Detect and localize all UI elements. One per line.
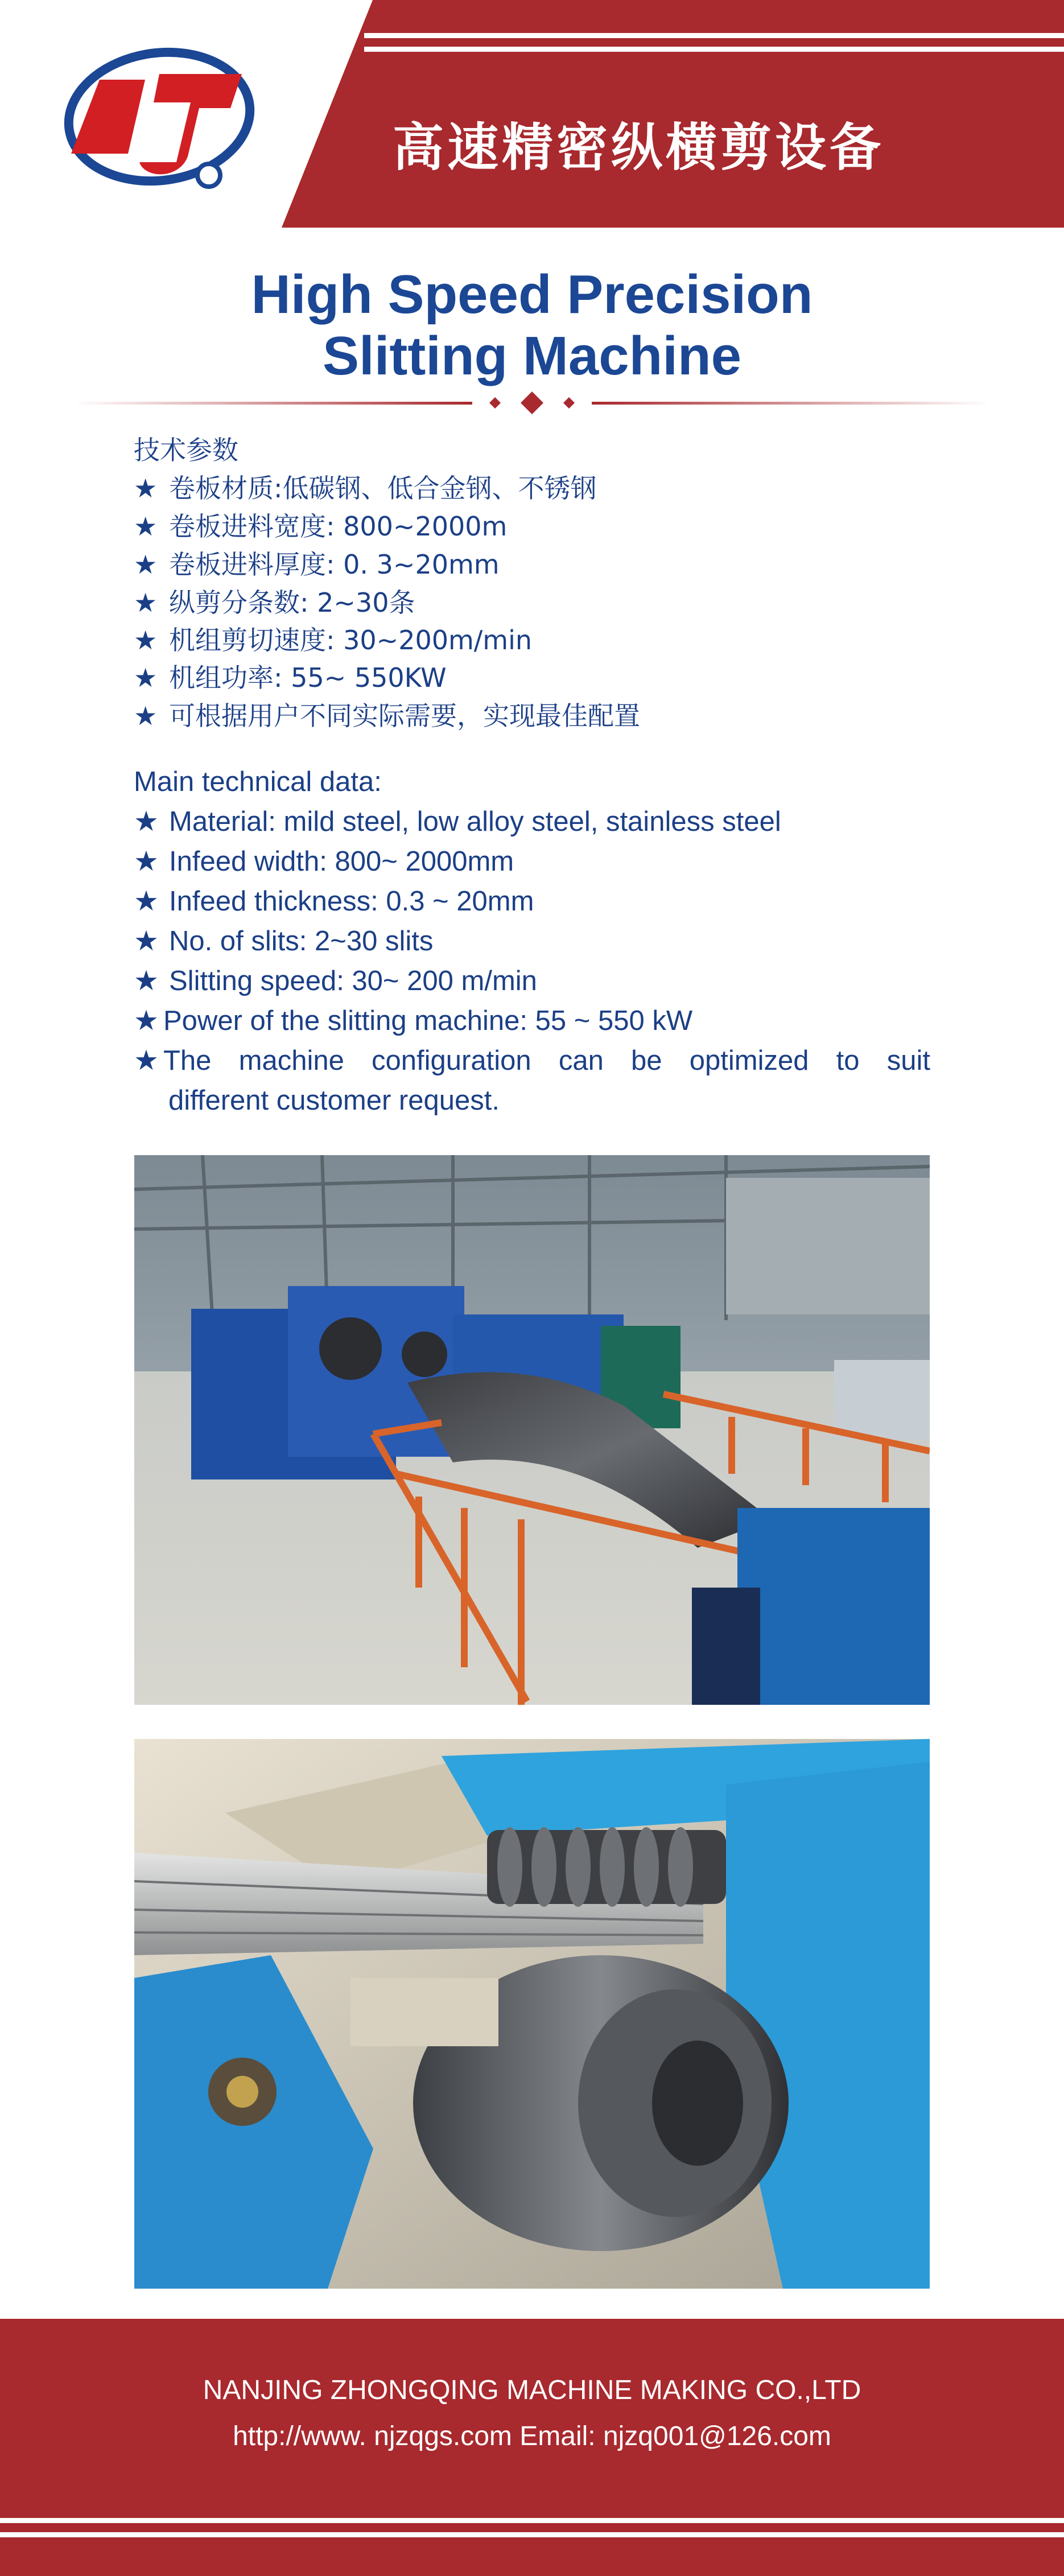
- title-line-1: High Speed Precision: [251, 264, 813, 325]
- company-logo-icon: [60, 40, 259, 193]
- footer-stripe: [0, 2518, 1064, 2523]
- spec-en-item: ★ The machine configuration can be optimized to suit: [134, 1045, 930, 1076]
- header-stripe: [364, 33, 1064, 38]
- footer-contact: http://www. njzqgs.com Email: njzq001@126.com: [233, 2421, 831, 2451]
- header-stripe: [364, 47, 1064, 52]
- title-line-2: Slitting Machine: [322, 325, 742, 386]
- spec-cn-item: ★ 卷板材质:低碳钢、低合金钢、不锈钢: [134, 473, 597, 504]
- spec-en-item-continuation: different customer request.: [168, 1085, 500, 1116]
- specs-en-heading: Main technical data:: [134, 766, 382, 797]
- slitter-closeup-photo: [134, 1739, 930, 2289]
- spec-cn-item: ★ 纵剪分条数: 2~30条: [134, 587, 415, 618]
- spec-en-item: ★ Infeed width: 800~ 2000mm: [134, 846, 514, 877]
- spec-cn-item: ★ 可根据用户不同实际需要，实现最佳配置: [134, 700, 640, 731]
- spec-en-item: ★ Slitting speed: 30~ 200 m/min: [134, 966, 537, 996]
- footer-company: NANJING ZHONGQING MACHINE MAKING CO.,LTD: [203, 2375, 861, 2405]
- specs-cn-heading: 技术参数: [134, 435, 238, 465]
- spec-en-item: ★ Infeed thickness: 0.3 ~ 20mm: [134, 886, 534, 917]
- spec-cn-item: ★ 机组剪切速度: 30~200m/min: [134, 625, 533, 656]
- factory-photo: [134, 1155, 930, 1705]
- spec-cn-item: ★ 卷板进料宽度: 800~2000m: [134, 511, 508, 542]
- title-divider: [74, 391, 990, 414]
- spec-cn-item: ★ 卷板进料厚度: 0. 3~20mm: [134, 549, 500, 580]
- spec-en-item: ★ No. of slits: 2~30 slits: [134, 926, 434, 957]
- footer-stripe: [0, 2532, 1064, 2537]
- spec-en-item: ★ Power of the slitting machine: 55 ~ 550 kW: [134, 1005, 693, 1036]
- spec-cn-item: ★ 机组功率: 55~ 550KW: [134, 662, 447, 693]
- spec-en-item: ★ Material: mild steel, low alloy steel, stainless steel: [134, 806, 781, 837]
- header-title-cn: 高速精密纵横剪设备: [393, 118, 884, 178]
